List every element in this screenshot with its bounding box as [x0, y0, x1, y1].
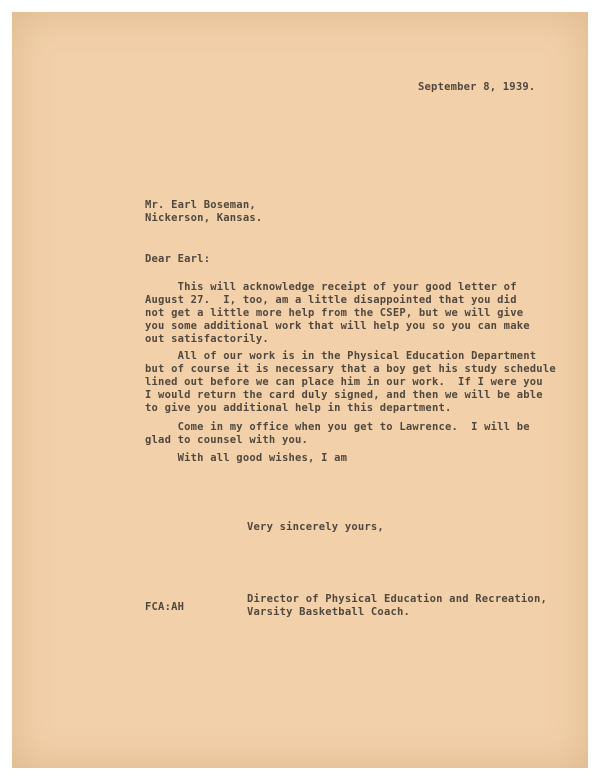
signature-title-line-1: Director of Physical Education and Recreation, — [247, 593, 547, 605]
body-paragraph-3-line-1: Come in my office when you get to Lawrence. I will be — [145, 421, 530, 433]
recipient-name: Mr. Earl Boseman, — [145, 199, 256, 211]
body-paragraph-2-line-3: lined out before we can place him in our work. If I were you — [145, 376, 543, 388]
reference-initials: FCA:AH — [145, 601, 185, 613]
body-paragraph-1-line-5: out satisfactorily. — [145, 333, 269, 345]
body-paragraph-2-line-4: I would return the card duly signed, and then we will be able — [145, 389, 543, 401]
body-paragraph-3-line-2: glad to counsel with you. — [145, 434, 309, 446]
body-paragraph-1-line-2: August 27. I, too, am a little disappointed that you did — [145, 294, 517, 306]
letter-date: September 8, 1939. — [418, 81, 536, 93]
body-paragraph-1-line-3: not get a little more help from the CSEP, but we will give — [145, 307, 524, 319]
recipient-location: Nickerson, Kansas. — [145, 212, 263, 224]
salutation: Dear Earl: — [145, 253, 211, 265]
body-paragraph-2-line-1: All of our work is in the Physical Education Department — [145, 350, 537, 362]
body-paragraph-4-line-1: With all good wishes, I am — [145, 452, 348, 464]
body-paragraph-1-line-4: you some additional work that will help you so you can make — [145, 320, 530, 332]
signature-title-line-2: Varsity Basketball Coach. — [247, 606, 411, 618]
body-paragraph-2-line-5: to give you additional help in this department. — [145, 402, 452, 414]
body-paragraph-2-line-2: but of course it is necessary that a boy get his study schedule — [145, 363, 556, 375]
complimentary-closing: Very sincerely yours, — [247, 521, 384, 533]
body-paragraph-1-line-1: This will acknowledge receipt of your good letter of — [145, 281, 517, 293]
